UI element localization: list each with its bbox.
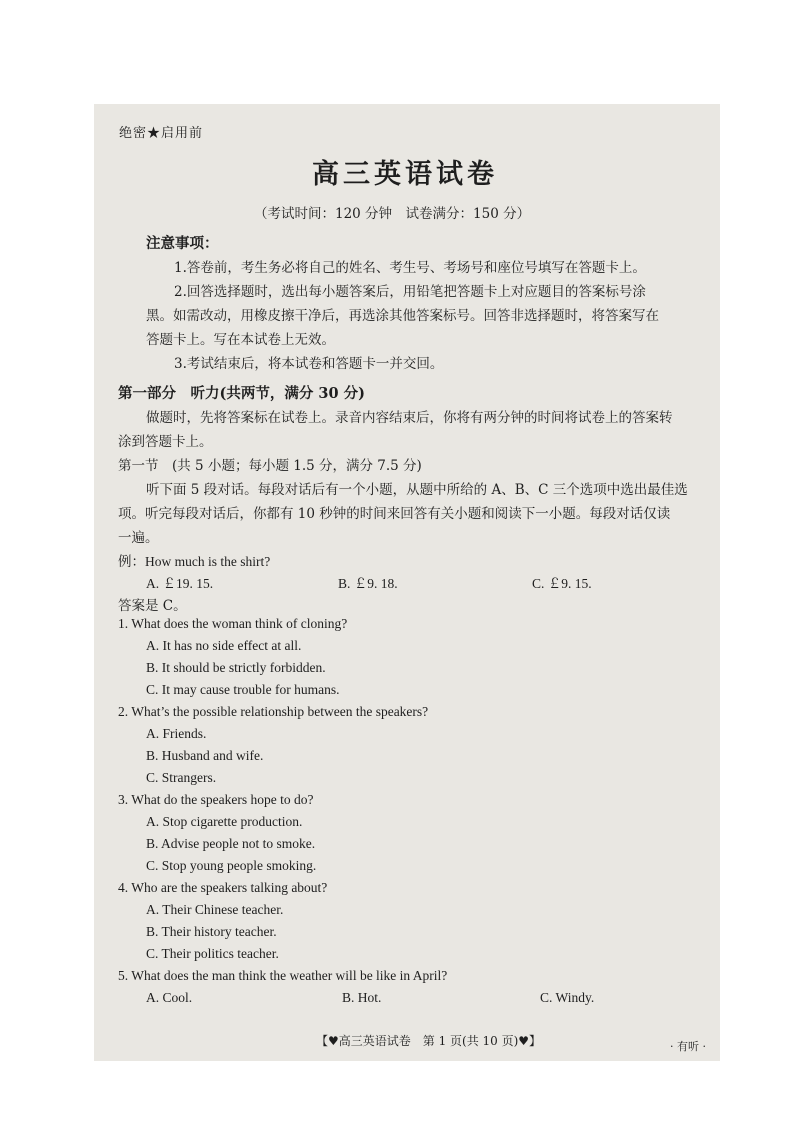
part1-intro: 做题时，先将答案标在试卷上。录音内容结束后，你将有两分钟的时间将试卷上的答案转	[146, 410, 673, 426]
q3-option-c: C. Stop young people smoking.	[146, 858, 317, 873]
q4-option-b: B. Their history teacher.	[146, 924, 277, 939]
question-1: 1. What does the woman think of cloning?	[118, 616, 348, 631]
q4-option-a: A. Their Chinese teacher.	[146, 902, 284, 917]
q2-option-a: A. Friends.	[146, 726, 207, 741]
q1-option-b: B. It should be strictly forbidden.	[146, 660, 326, 675]
example-question: 例：How much is the shirt?	[118, 554, 271, 569]
q5-option-a: A. Cool.	[146, 990, 193, 1005]
section1-instruction: 听下面 5 段对话。每段对话后有一个小题，从题中所给的 A、B、C 三个选项中选出最佳选	[146, 482, 688, 498]
part1-heading: 第一部分 听力(共两节，满分 30 分)	[118, 385, 365, 402]
question-2: 2. What’s the possible relationship between the speakers?	[118, 704, 429, 719]
q4-option-c: C. Their politics teacher.	[146, 946, 279, 961]
note-2-end: 答题卡上。写在本试卷上无效。	[146, 332, 335, 348]
note-2-cont: 黑。如需改动，用橡皮擦干净后，再选涂其他答案标号。回答非选择题时，将答案写在	[146, 308, 659, 324]
note-1: 1.答卷前，考生务必将自己的姓名、考生号、考场号和座位号填写在答题卡上。	[174, 260, 646, 276]
note-2: 2.回答选择题时，选出每小题答案后，用铅笔把答题卡上对应题目的答案标号涂	[174, 284, 646, 300]
page-title: 高三英语试卷	[312, 159, 498, 190]
section1-instruction-end: 一遍。	[118, 530, 159, 546]
notes-heading: 注意事项：	[146, 235, 219, 252]
section1-instruction-cont: 项。听完每段对话后，你都有 10 秒钟的时间来回答有关小题和阅读下一小题。每段对话仅读	[118, 506, 671, 522]
page-footer	[316, 1032, 541, 1049]
secret-label: 绝密★启用前	[119, 126, 204, 141]
corner-mark: · 有听 ·	[670, 1040, 706, 1053]
heart-icon-right: ♥】	[518, 1034, 542, 1048]
question-4: 4. Who are the speakers talking about?	[118, 880, 328, 895]
q1-option-c: C. It may cause trouble for humans.	[146, 682, 340, 697]
heart-icon: 【♥	[316, 1034, 339, 1048]
note-3: 3.考试结束后，将本试卷和答题卡一并交回。	[174, 356, 444, 372]
q1-option-a: A. It has no side effect at all.	[146, 638, 302, 653]
q3-option-a: A. Stop cigarette production.	[146, 814, 303, 829]
example-option-c: C. ￡9. 15.	[532, 576, 592, 591]
section1-heading: 第一节 (共 5 小题；每小题 1.5 分，满分 7.5 分)	[118, 458, 422, 474]
footer-text: 高三英语试卷 第 1 页(共 10 页)	[338, 1034, 519, 1048]
question-5: 5. What does the man think the weather will be like in April?	[118, 968, 448, 983]
q2-option-b: B. Husband and wife.	[146, 748, 264, 763]
exam-paper	[94, 104, 720, 1061]
example-option-a: A. ￡19. 15.	[146, 576, 214, 591]
q5-option-b: B. Hot.	[342, 990, 382, 1005]
q5-option-c: C. Windy.	[540, 990, 595, 1005]
example-option-b: B. ￡9. 18.	[338, 576, 398, 591]
example-answer: 答案是 C。	[118, 598, 187, 614]
q2-option-c: C. Strangers.	[146, 770, 217, 785]
question-3: 3. What do the speakers hope to do?	[118, 792, 314, 807]
q3-option-b: B. Advise people not to smoke.	[146, 836, 316, 851]
part1-intro-cont: 涂到答题卡上。	[118, 434, 213, 450]
exam-info: （考试时间：120 分钟 试卷满分：150 分）	[254, 206, 531, 222]
